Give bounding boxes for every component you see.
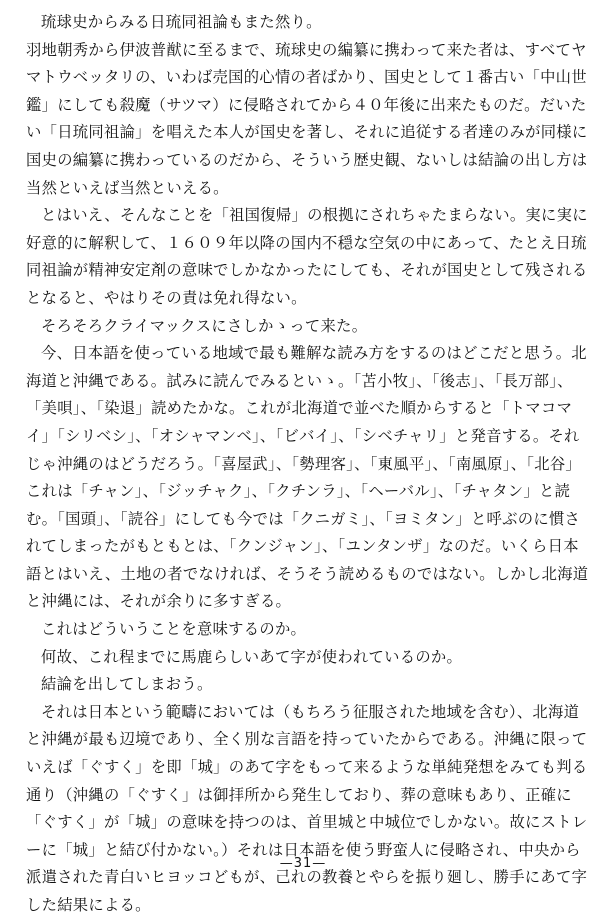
paragraph-conclusion: それは日本という範疇においては（もちろう征服された地域を含む）、北海道と沖縄が最も辺境であり、全く別な言語を持っていたからである。沖縄に限っていえば「ぐすく」を即「城」のあて字をもって来るような単純発想をみても判る通り（沖縄の「ぐすく」は御拝所から発生しており、葬の意味もあり、正確に「ぐすく」が「城」の意味を持つのは、首里城と中城位でしかない。故にストレーに「城」と結び付かない。）それは日本語を使う野蛮人に侵略され、中央から派遣された青白いヒヨッコどもが、己れの教養とやらを振り廻し、勝手にあて字した結果による。 [26,702,588,914]
paragraph-ryukyu-history: 琉球史からみる日琉同祖論もまた然り。 [41,13,322,31]
paragraph-place-names: 今、日本語を使っている地域で最も難解な読み方をするのはどこだと思う。北海道と沖縄である。試みに読んでみるといゝ。「苫小牧」、「後志」、「長万部」、「美唄」、「染退」読めたかな。これが北海道で並べた順からすると「トマコマイ」「シリベシ」、「オシャマンベ」、「ビバイ」、「シベチャリ」と発音する。それじゃ沖縄のはどうだろう。「喜屋武」、「勢理客」、「東風平」、「南風原」、「北谷」これは「チャン」、「ジッチャク」、「クチンラ」、「ヘーバル」、「チャタン」と読む。「国頭」、「読谷」にしても今では「クニガミ」、「ヨミタン」と呼ぶのに慣されてしまったがもともとは、「クンジャン」、「ユンタンザ」なのだ。いくら日本語とはいえ、土地の者でなければ、そうそう読めるものではない。しかし北海道と沖縄には、それが余りに多すぎる。 [26,344,589,611]
paragraph-conclusion-intro: 結論を出してしまおう。 [41,675,213,694]
paragraph-climax: そろそろクライマックスにさしかゝって来た。 [41,316,368,335]
paragraph-question-meaning: これはどういうことを意味するのか。 [41,620,307,639]
page-number: —31— [279,856,327,871]
paragraph-historians: 羽地朝秀から伊波普猷に至るまで、琉球史の編纂に携わって来た者は、すべてヤマトウベッタリの、いわば売国的心情の者ばかり、国史として１番古い「中山世鑑」にしても殺魔（サツマ）に侵略されてから４０年後に出来たものだ。だいたい「日琉同祖論」を唱えた本人が国史を著し、それに追従する者達のみが同様に国史の編纂に携わっているのだから、そういう歴史観、ないしは結論の出し方は当然といえば当然といえる。 [26,40,588,197]
paragraph-fukki-basis: とはいえ、そんなことを「祖国復帰」の根拠にされちゃたまらない。実に実に好意的に解釈して、１６０９年以降の国内不穏な空気の中にあって、たとえ日琉同祖論が精神安定剤の意味でしかなかったにしても、それが国史として残されるとなると、やはりその責は免れ得ない。 [26,206,588,307]
paragraph-question-ateji: 何故、これ程までに馬鹿らしいあて字が使われているのか。 [41,647,463,666]
